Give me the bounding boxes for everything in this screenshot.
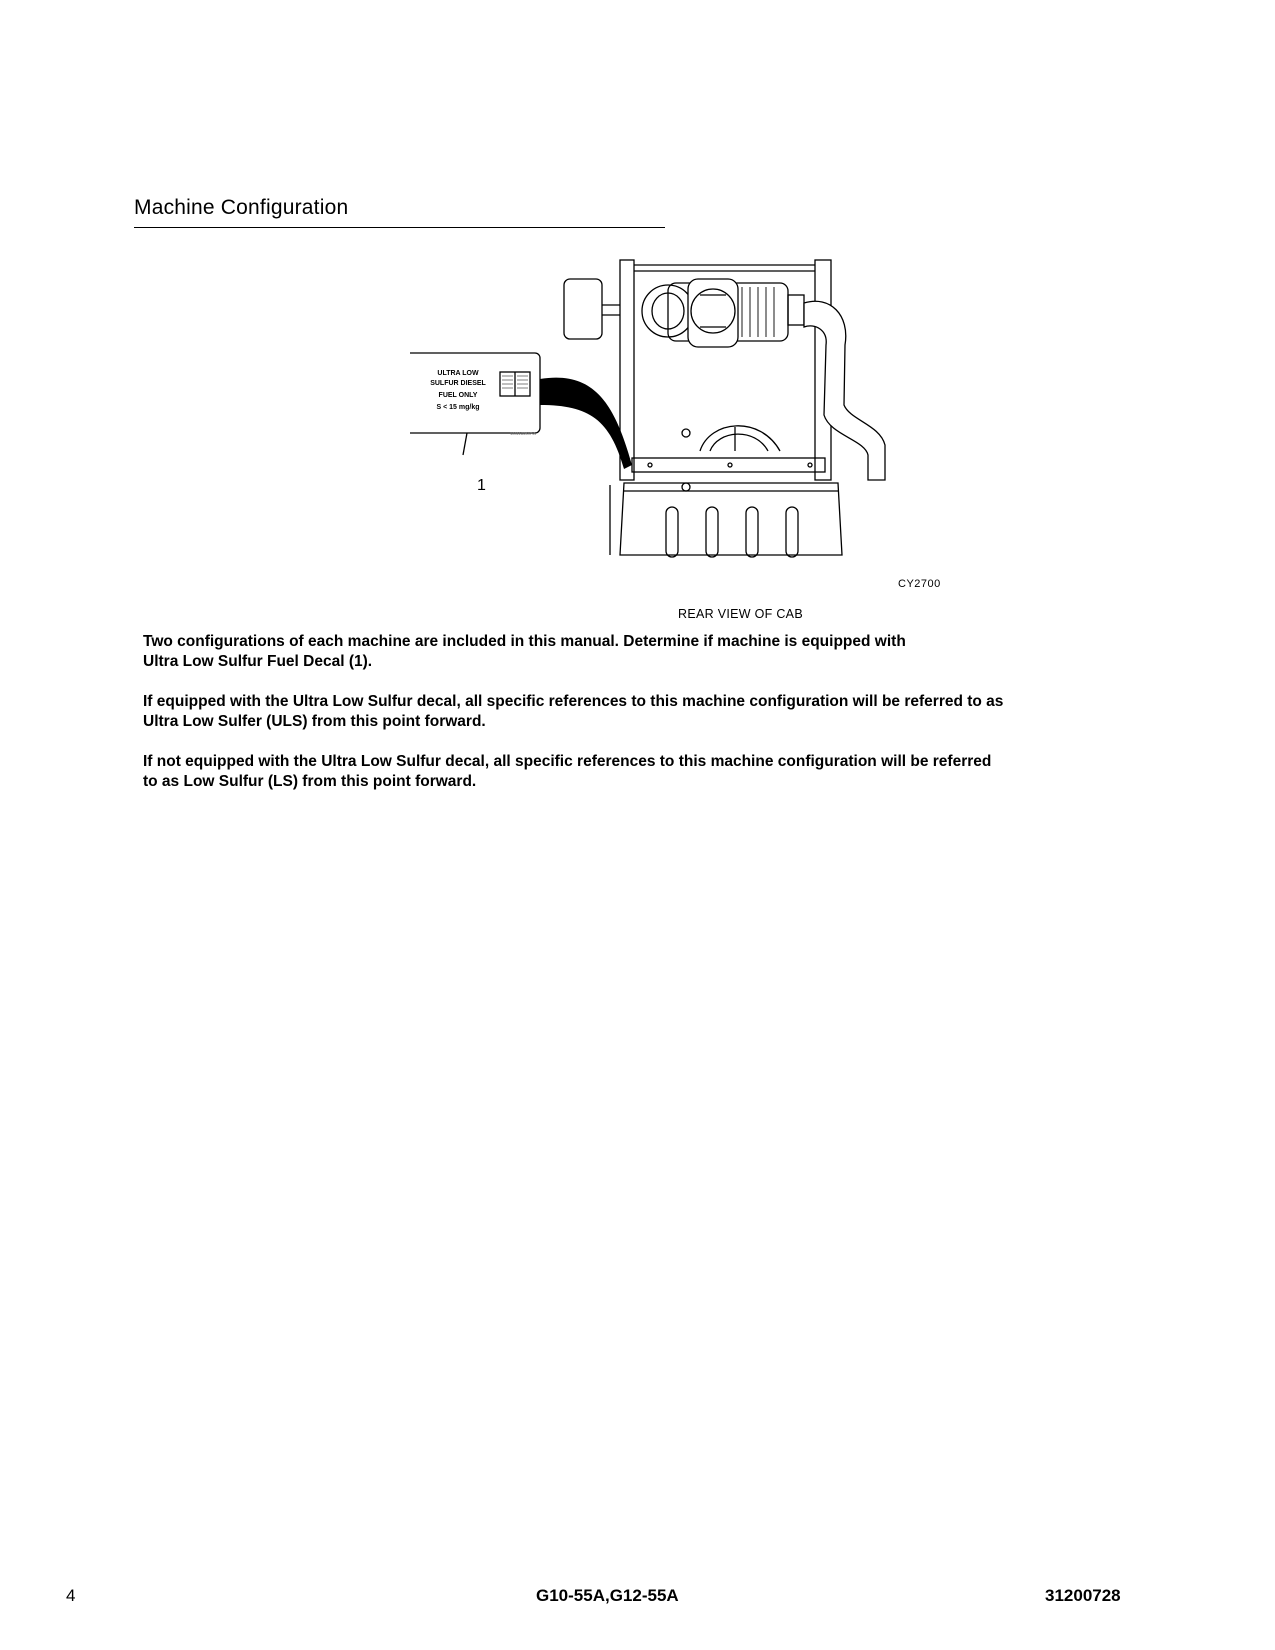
paragraph-1-line-2: Ultra Low Sulfur Fuel Decal (1). [143,653,373,670]
callout-leader [463,433,467,455]
figure-code: CY2700 [898,578,941,590]
fuel-tank [610,483,842,557]
paragraph-1-line-1: Two configurations of each machine are included in this manual. Determine if machine is equipped with [143,633,906,650]
decal-line-1: ULTRA LOW [437,370,479,377]
footer-page-number: 4 [66,1586,76,1605]
steering-wheel [682,426,780,451]
title-rule [134,227,665,228]
exhaust-pipe [804,301,885,480]
section-title: Machine Configuration [134,196,349,219]
paragraph-2-line-2: Ultra Low Sulfer (ULS) from this point forward. [143,713,486,730]
decal-line-3: FUEL ONLY [438,392,478,399]
decal-part-number: 1001183547-A [510,431,536,436]
footer-model: G10-55A,G12-55A [536,1586,679,1605]
decal-line-4: S < 15 mg/kg [436,404,480,411]
paragraph-2-line-1: If equipped with the Ultra Low Sulfur decal, all specific references to this machine configuration will be referred to as [143,693,1004,710]
figure-caption: REAR VIEW OF CAB [678,607,803,621]
paragraph-3-line-2: to as Low Sulfur (LS) from this point forward. [143,773,477,790]
air-filter-assembly [642,279,804,347]
footer-doc-number: 31200728 [1045,1586,1121,1605]
decal-line-2: SULFUR DIESEL [430,380,486,387]
rear-view-figure [410,255,970,630]
cab-illustration [410,255,970,630]
callout-wedge [540,378,632,469]
callout-number: 1 [477,477,486,494]
rear-light [564,279,602,339]
manual-book-icon [500,372,530,396]
paragraph-3-line-1: If not equipped with the Ultra Low Sulfur decal, all specific references to this machine configuration will be referred [143,753,992,770]
